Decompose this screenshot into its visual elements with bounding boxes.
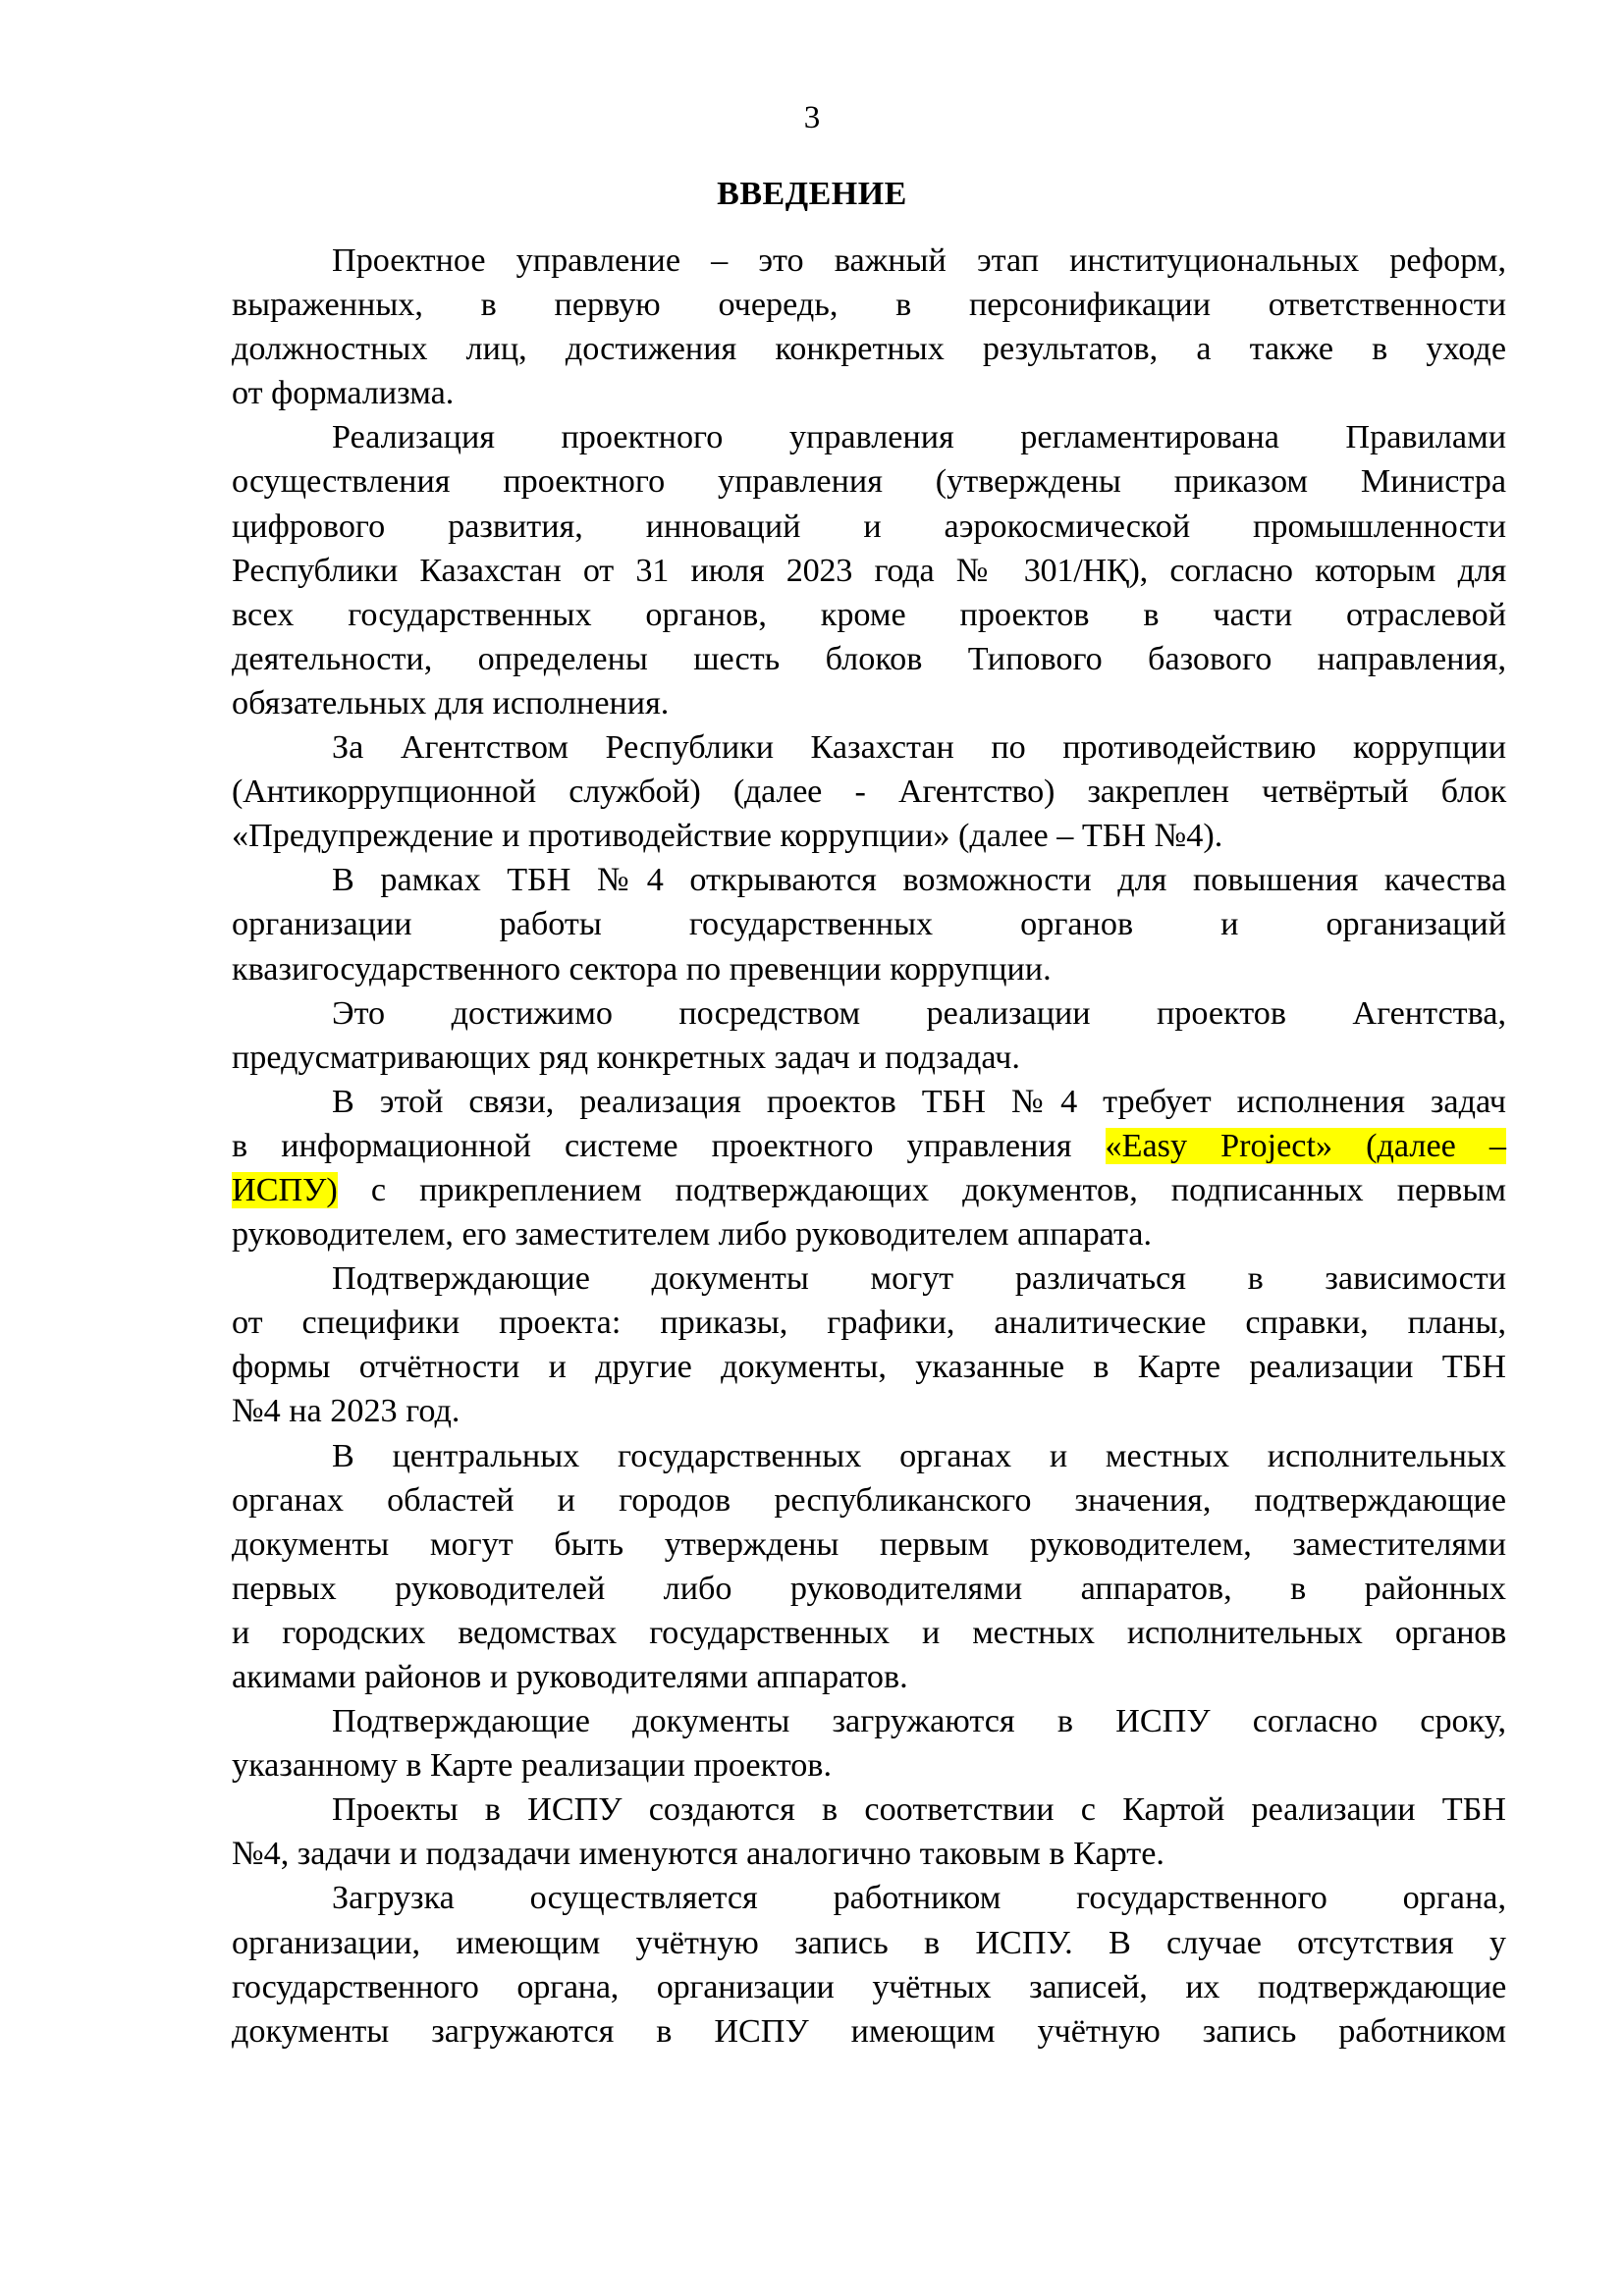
text-line: В центральных государственных органах и местных исполнительных — [332, 1437, 1506, 1474]
text-line: обязательных для исполнения. — [232, 684, 670, 721]
highlighted-text: ИСПУ) — [232, 1171, 338, 1208]
text-line: осуществления проектного управления (утверждены приказом Министра — [232, 463, 1506, 501]
text-line: указанному в Карте реализации проектов. — [232, 1747, 833, 1785]
text-line: формы отчётности и другие документы, указанные в Карте реализации ТБН — [232, 1349, 1506, 1386]
section-title: ВВЕДЕНИЕ — [717, 176, 907, 212]
text-line: №4 на 2023 год. — [232, 1393, 460, 1430]
text-line: деятельности, определены шесть блоков Типового базового направления, — [232, 640, 1506, 677]
paragraph — [232, 1080, 1506, 1256]
text-segment: с прикреплением подтверждающих документов, подписанных первым — [337, 1171, 1506, 1208]
text-line: Подтверждающие документы загружаются в ИСПУ согласно сроку, — [332, 1703, 1506, 1740]
paragraph — [232, 725, 1506, 858]
text-line: документы могут быть утверждены первым руководителем, заместителями — [232, 1525, 1506, 1563]
paragraph — [232, 1788, 1506, 1876]
text-line: документы загружаются в ИСПУ имеющим учётную запись работником — [232, 2012, 1506, 2050]
paragraph — [232, 1256, 1506, 1433]
highlighted-text: «Easy Project» (далее – — [1105, 1127, 1506, 1164]
text-line: квазигосударственного сектора по превенции коррупции. — [232, 950, 1052, 988]
page-number: 3 — [803, 100, 821, 135]
paragraph — [232, 991, 1506, 1080]
text-line: В рамках ТБН №4 открываются возможности для повышения качества — [332, 862, 1506, 899]
paragraph — [232, 1876, 1506, 2053]
text-line: В этой связи, реализация проектов ТБН №4 требует исполнения задач — [332, 1083, 1506, 1120]
paragraph — [232, 239, 1506, 415]
text-line: должностных лиц, достижения конкретных результатов, а также в уходе — [232, 331, 1506, 368]
text-segment: в информационной системе проектного управления — [232, 1127, 1106, 1164]
text-line: акимами районов и руководителями аппаратов. — [232, 1659, 908, 1695]
text-line: Проекты в ИСПУ создаются в соответствии с Картой реализации ТБН — [332, 1791, 1506, 1829]
text-line: всех государственных органов, кроме проектов в части отраслевой — [232, 596, 1506, 633]
text-line: Республики Казахстан от 31 июля 2023 года № 301/НҚ), согласно которым для — [232, 552, 1506, 589]
text-line: №4, задачи и подзадачи именуются аналогично таковым в Карте. — [232, 1836, 1164, 1873]
text-line: органах областей и городов республиканского значения, подтверждающие — [232, 1481, 1506, 1519]
text-line: выраженных, в первую очередь, в персонификации ответственности — [232, 287, 1506, 324]
text-line: организации, имеющим учётную запись в ИСПУ. В случае отсутствия у — [232, 1924, 1506, 1961]
paragraph — [232, 1434, 1506, 1700]
paragraph — [232, 415, 1506, 725]
text-line: Подтверждающие документы могут различаться в зависимости — [332, 1260, 1506, 1298]
document-body — [232, 239, 1506, 2054]
text-line: За Агентством Республики Казахстан по противодействию коррупции — [332, 729, 1506, 767]
text-line: Проектное управление – это важный этап институциональных реформ, — [332, 242, 1506, 279]
text-line — [232, 1168, 1506, 1212]
text-line: Загрузка осуществляется работником государственного органа, — [332, 1880, 1506, 1917]
paragraph — [232, 858, 1506, 990]
text-line: и городских ведомствах государственных и местных исполнительных органов — [232, 1614, 1506, 1651]
text-line: от формализма. — [232, 375, 455, 412]
text-line: предусматривающих ряд конкретных задач и подзадач. — [232, 1039, 1020, 1076]
text-line: «Предупреждение и противодействие коррупции» (далее – ТБН №4). — [232, 818, 1223, 855]
text-line: (Антикоррупционной службой) (далее - Агентство) закреплен четвёртый блок — [232, 774, 1506, 811]
text-line: Реализация проектного управления регламентирована Правилами — [332, 419, 1506, 456]
text-line: Это достижимо посредством реализации проектов Агентства, — [332, 994, 1506, 1032]
text-line: от специфики проекта: приказы, графики, аналитические справки, планы, — [232, 1305, 1506, 1342]
text-line: организации работы государственных органов и организаций — [232, 906, 1506, 943]
text-line: руководителем, его заместителем либо руководителем аппарата. — [232, 1216, 1153, 1254]
paragraph — [232, 1699, 1506, 1788]
text-line: цифрового развития, инноваций и аэрокосмической промышленности — [232, 507, 1506, 545]
text-line — [232, 1124, 1506, 1168]
text-line: первых руководителей либо руководителями аппаратов, в районных — [232, 1570, 1506, 1607]
text-line: государственного органа, организации учётных записей, их подтверждающие — [232, 1968, 1506, 2005]
